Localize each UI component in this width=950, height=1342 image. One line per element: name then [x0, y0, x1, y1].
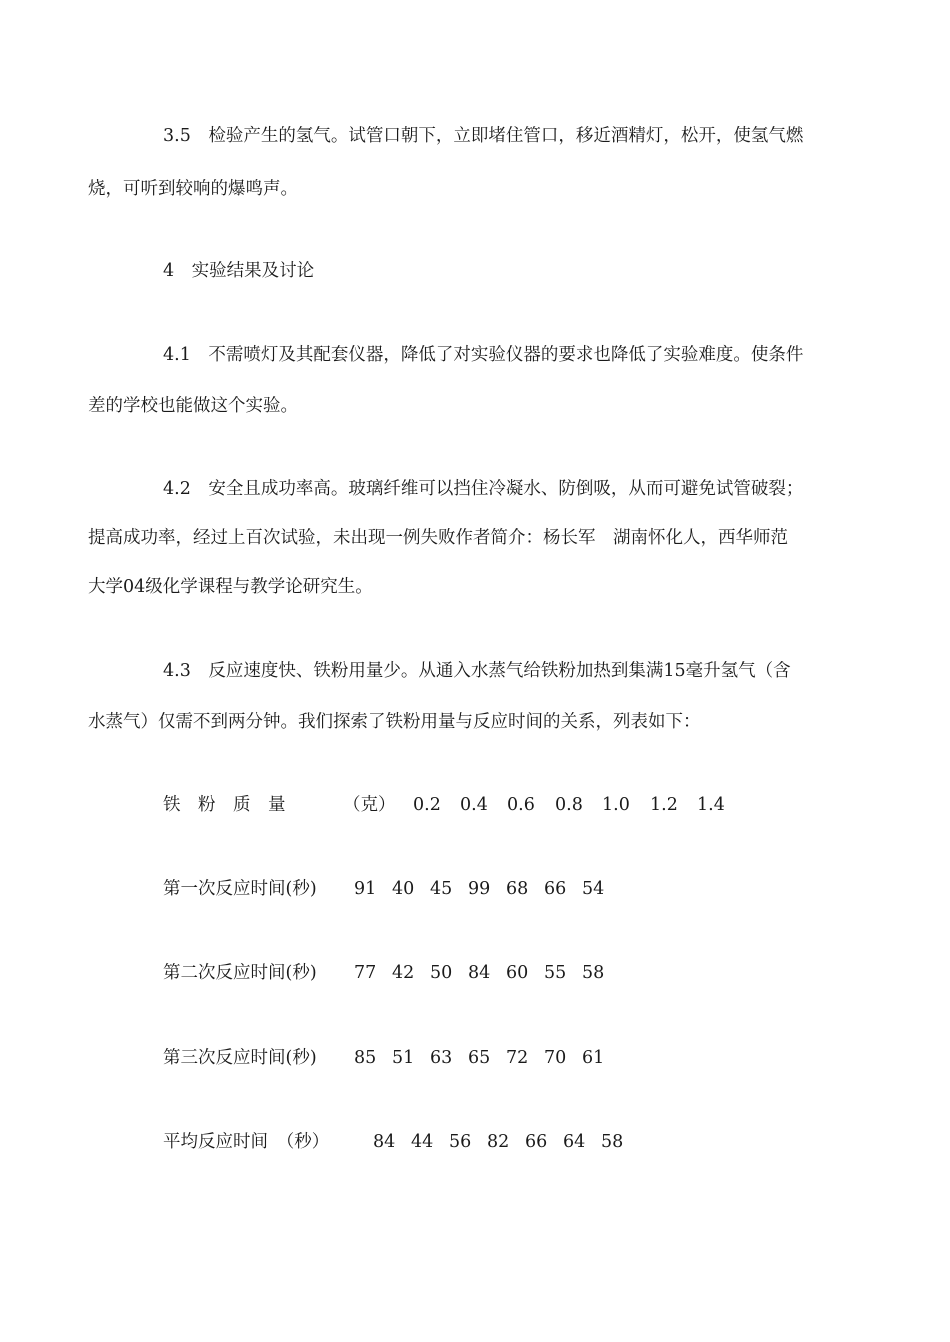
table-row-label: 第一次反应时间(秒) — [163, 879, 317, 899]
table-cell: 91 — [354, 879, 377, 899]
table-cell: 64 — [563, 1132, 586, 1152]
section-heading-4: 4 实验结果及讨论 — [163, 261, 315, 281]
table-cell: 40 — [392, 879, 415, 899]
paragraph-3-5-line-2: 烧，可听到较响的爆鸣声。 — [88, 179, 298, 199]
table-cell: 66 — [544, 879, 567, 899]
table-cell: 72 — [506, 1048, 529, 1068]
table-cell: 77 — [354, 963, 377, 983]
table-header-label: 铁 粉 质 量 — [163, 795, 286, 815]
table-cell: 56 — [449, 1132, 472, 1152]
table-header-value: 0.2 — [413, 795, 441, 815]
table-header-value: 1.4 — [697, 795, 725, 815]
table-cell: 63 — [430, 1048, 453, 1068]
table-header-value: 0.8 — [555, 795, 583, 815]
table-cell: 58 — [582, 963, 605, 983]
paragraph-4-2-line-2: 提高成功率，经过上百次试验，未出现一例失败作者简介：杨长军 湖南怀化人，西华师范 — [88, 528, 788, 548]
table-cell: 55 — [544, 963, 567, 983]
table-row-label: 第三次反应时间(秒) — [163, 1048, 317, 1068]
table-cell: 60 — [506, 963, 529, 983]
table-cell: 42 — [392, 963, 415, 983]
table-header-value: 0.6 — [507, 795, 535, 815]
table-header-value: 1.2 — [650, 795, 678, 815]
paragraph-4-1-line-1: 4.1 不需喷灯及其配套仪器，降低了对实验仪器的要求也降低了实验难度。使条件 — [163, 345, 804, 365]
table-cell: 99 — [468, 879, 491, 899]
table-header-value: 0.4 — [460, 795, 488, 815]
table-header-value: 1.0 — [602, 795, 630, 815]
table-header-unit: （克） — [343, 795, 396, 815]
table-row-label: 第二次反应时间(秒) — [163, 963, 317, 983]
paragraph-3-5-line-1: 3.5 检验产生的氢气。试管口朝下，立即堵住管口，移近酒精灯，松开，使氢气燃 — [163, 126, 804, 146]
table-cell: 61 — [582, 1048, 605, 1068]
table-cell: 84 — [373, 1132, 396, 1152]
paragraph-4-3-line-2: 水蒸气）仅需不到两分钟。我们探索了铁粉用量与反应时间的关系，列表如下： — [88, 712, 701, 732]
table-cell: 54 — [582, 879, 605, 899]
table-cell: 82 — [487, 1132, 510, 1152]
table-cell: 68 — [506, 879, 529, 899]
table-cell: 45 — [430, 879, 453, 899]
table-cell: 50 — [430, 963, 453, 983]
paragraph-4-2-line-1: 4.2 安全且成功率高。玻璃纤维可以挡住冷凝水、防倒吸，从而可避免试管破裂； — [163, 479, 804, 499]
table-row-label: 平均反应时间 （秒） — [163, 1132, 330, 1152]
paragraph-4-3-line-1: 4.3 反应速度快、铁粉用量少。从通入水蒸气给铁粉加热到集满15毫升氢气（含 — [163, 661, 791, 681]
table-cell: 65 — [468, 1048, 491, 1068]
table-cell: 85 — [354, 1048, 377, 1068]
table-cell: 84 — [468, 963, 491, 983]
table-row-average — [163, 1132, 624, 1292]
table-cell: 66 — [525, 1132, 548, 1152]
table-cell: 51 — [392, 1048, 415, 1068]
table-cell: 70 — [544, 1048, 567, 1068]
table-cell: 44 — [411, 1132, 434, 1152]
paragraph-4-1-line-2: 差的学校也能做这个实验。 — [88, 396, 298, 416]
table-cell: 58 — [601, 1132, 624, 1152]
paragraph-4-2-line-3: 大学04级化学课程与教学论研究生。 — [88, 577, 373, 597]
